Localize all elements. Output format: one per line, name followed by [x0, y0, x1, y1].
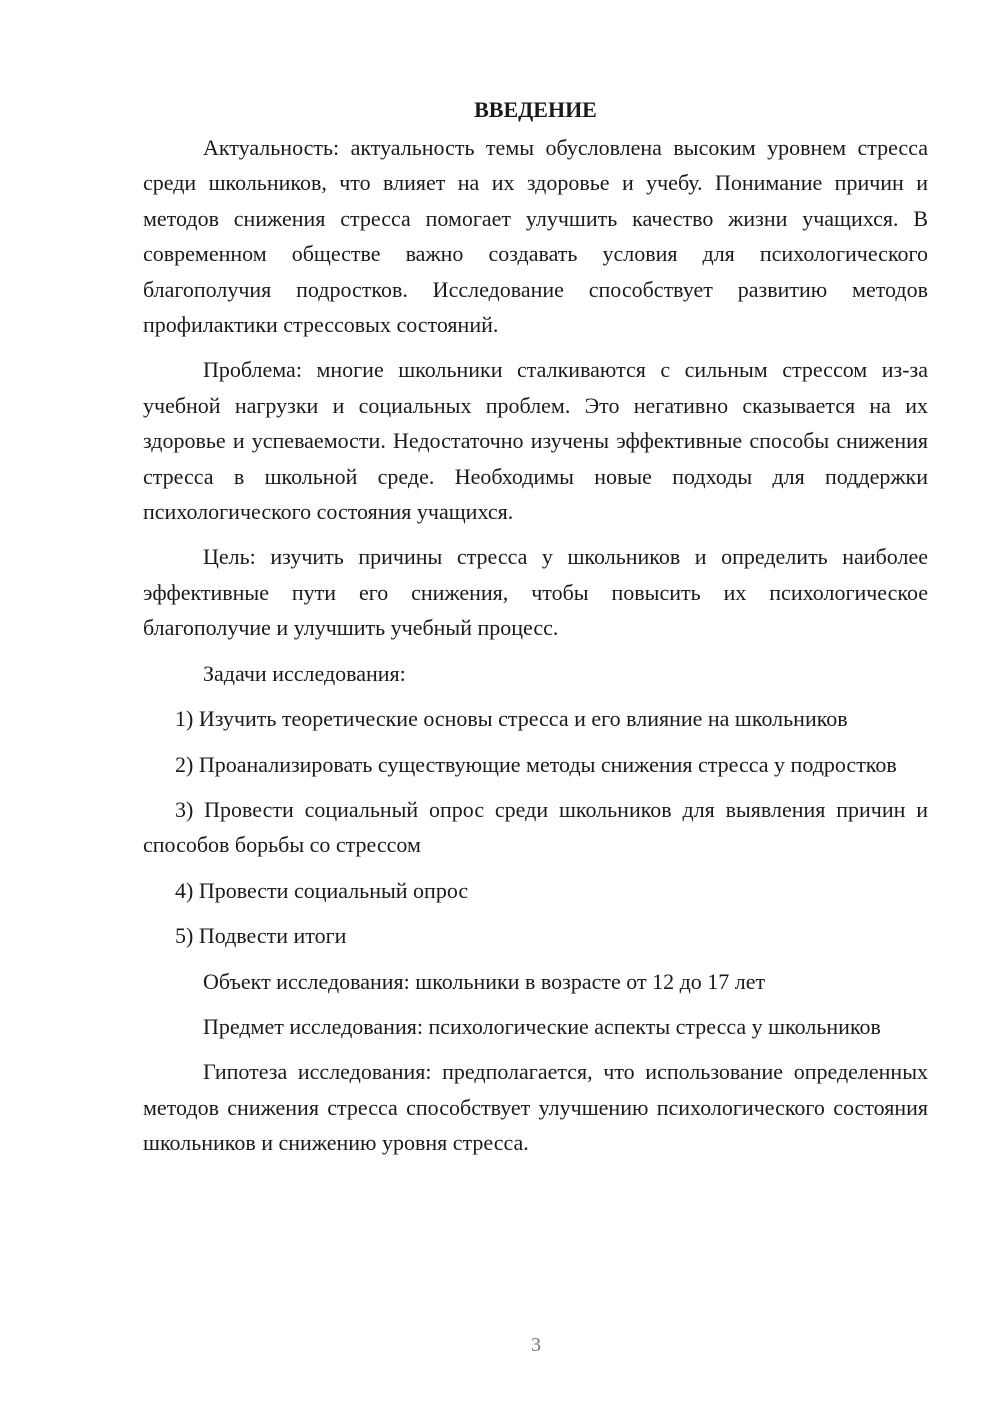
paragraph-problem: Проблема: многие школьники сталкиваются с сильным стрессом из-за учебной нагрузки и социальных проблем. Это негативно сказывается на их здоровье и успеваемости. Недостаточно изучены эффективные способы снижения стресса в школьной среде. Необходимы новые подходы для поддержки психологического состояния учащихся. [143, 357, 928, 525]
paragraph-object: Объект исследования: школьники в возрасте от 12 до 17 лет [203, 968, 766, 994]
page-content [143, 92, 928, 1171]
paragraph-subject: Предмет исследования: психологические аспекты стресса у школьников [203, 1013, 881, 1039]
paragraph-relevance: Актуальность: актуальность темы обусловлена высоким уровнем стресса среди школьников, что влияет на их здоровье и учебу. Понимание причин и методов снижения стресса помогает улучшить качество жизни учащихся. В современном обществе важно создавать условия для психологического благополучия подростков. Исследование способствует развитию методов профилактики стрессовых состояний. [143, 135, 928, 338]
tasks-intro: Задачи исследования: [203, 660, 406, 686]
task-item-5: 5) Подвести итоги [175, 923, 347, 949]
section-heading: ВВЕДЕНИЕ [474, 97, 597, 122]
task-item-1: 1) Изучить теоретические основы стресса и его влияние на школьников [175, 706, 848, 732]
task-item-4: 4) Провести социальный опрос [175, 877, 469, 903]
paragraph-hypothesis: Гипотеза исследования: предполагается, что использование определенных методов снижения стресса способствует улучшению психологического состояния школьников и снижению уровня стресса. [143, 1059, 928, 1156]
task-item-3: 3) Провести социальный опрос среди школьников для выявления причин и способов борьбы со стрессом [143, 796, 928, 858]
page-number: 3 [531, 1334, 541, 1356]
task-item-2: 2) Проанализировать существующие методы снижения стресса у подростков [175, 751, 897, 777]
paragraph-goal: Цель: изучить причины стресса у школьников и определить наиболее эффективные пути его снижения, чтобы повысить их психологическое благополучие и улучшить учебный процесс. [143, 544, 928, 641]
